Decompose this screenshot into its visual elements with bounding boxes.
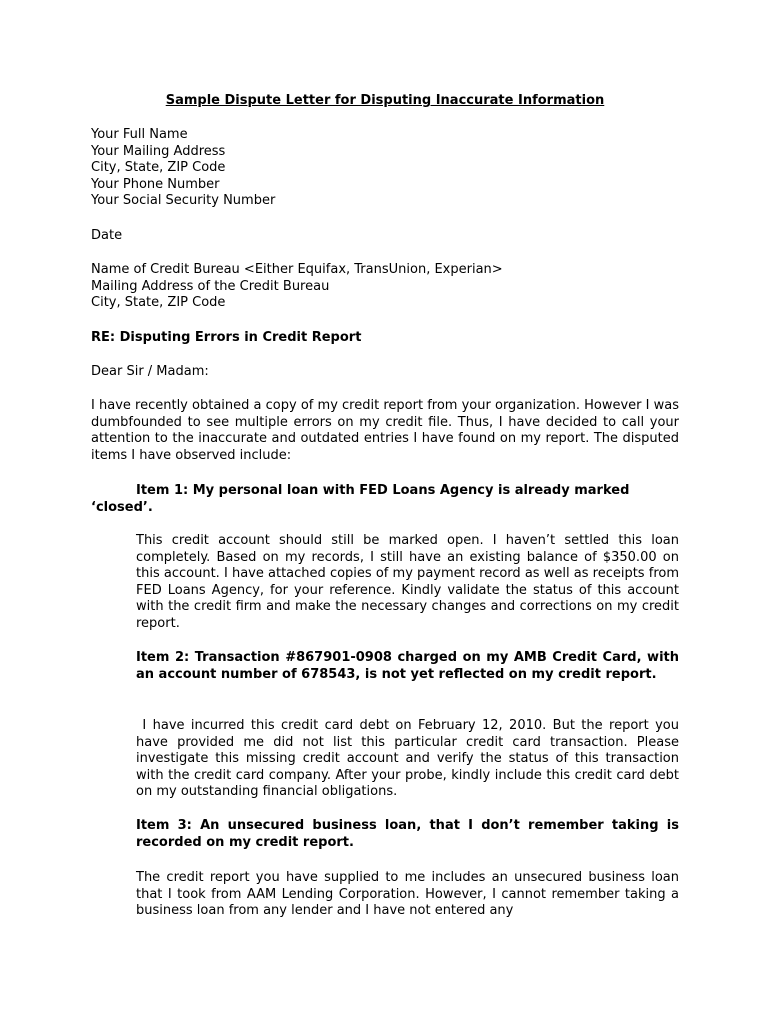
date-line <box>91 228 679 245</box>
intro-paragraph: I have recently obtained a copy of my credit report from your organization. However I was dumbfounded to see multiple errors on my credit file. Thus, I have decided to call your attention to the inaccurate and outdated entries I have found on my report. The disputed items I have observed include: <box>91 398 679 463</box>
item-3-body: The credit report you have supplied to me includes an unsecured business loan that I took from AAM Lending Corporation. However, I cannot remember taking a business loan from any lender and I have not entered any <box>136 870 679 919</box>
item-3-heading: Item 3: An unsecured business loan, that I don’t remember taking is recorded on my credit report. <box>136 818 679 850</box>
recipient-name: Name of Credit Bureau <Either Equifax, TransUnion, Experian> <box>91 262 503 277</box>
recipient-city: City, State, ZIP Code <box>91 295 226 311</box>
item-2-heading: Item 2: Transaction #867901-0908 charged on my AMB Credit Card, with an account number of 678543, is not yet reflected on my credit report. <box>136 650 679 682</box>
sender-name: Your Full Name <box>91 127 188 142</box>
item-2-body: I have incurred this credit card debt on February 12, 2010. But the report you have provided me did not list this particular credit card transaction. Please investigate this missing credit account and verify the status of this transaction with the credit card company. After your probe, kindly include this credit card debt on my outstanding financial obligations. <box>136 718 684 800</box>
document-title: Sample Dispute Letter for Disputing Inaccurate Information <box>165 93 605 108</box>
sender-city: City, State, ZIP Code <box>91 160 226 176</box>
sender-block <box>91 127 679 210</box>
recipient-address: Mailing Address of the Credit Bureau <box>91 278 330 294</box>
sender-address: Your Mailing Address <box>91 143 226 159</box>
sender-phone: Your Phone Number <box>91 176 220 192</box>
recipient-block <box>91 262 679 312</box>
item-1-heading: Item 1: My personal loan with FED Loans Agency is already marked ‘closed’. <box>91 483 630 515</box>
sender-ssn: Your Social Security Number <box>91 193 276 209</box>
date: Date <box>91 228 123 243</box>
item-1-body: This credit account should still be marked open. I haven’t settled this loan completely. Based on my records, I still have an existing balance of $350.00 on this account. I have attached copies of my payment record as well as receipts from FED Loans Agency, for your reference. Kindly validate the status of this account with the credit firm and make the necessary changes and corrections on my credit report. <box>136 533 679 631</box>
salutation: Dear Sir / Madam: <box>91 364 209 379</box>
subject-line: RE: Disputing Errors in Credit Report <box>91 330 362 345</box>
